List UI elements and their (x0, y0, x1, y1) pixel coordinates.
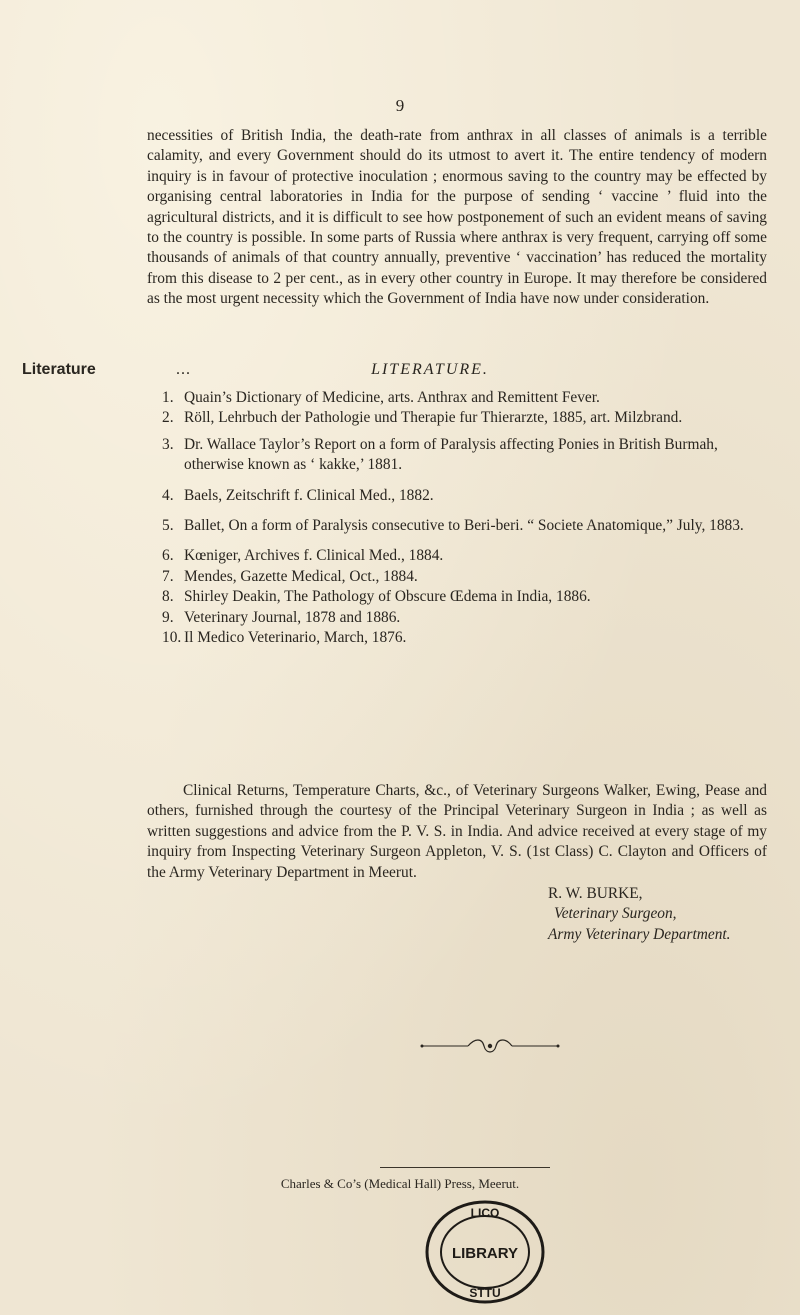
ornament-divider-icon (420, 1036, 560, 1056)
signature-department: Army Veterinary Department. (548, 925, 731, 943)
stamp-bottom-text: STTU (469, 1286, 501, 1300)
reference-item (162, 435, 772, 476)
reference-text: Kœniger, Archives f. Clinical Med., 1884. (184, 547, 444, 565)
reference-text: Mendes, Gazette Medical, Oct., 1884. (184, 567, 418, 585)
reference-item (162, 408, 772, 428)
reference-number: 2. (162, 409, 174, 427)
reference-number: 10. (162, 629, 182, 647)
stamp-center-text: LIBRARY (451, 1245, 519, 1262)
acknowledgement-paragraph: Clinical Returns, Temperature Charts, &c., of Veterinary Surgeons Walker, Ewing, Pease and others, furnished through the courtesy of the Principal Veterinary Surgeon in India ; as well as written suggestions and advice from the P. V. S. in India. And advice received at every stage of my inquiry from Inspecting Veterinary Surgeon Appleton, V. S. (1st Class) C. Clayton and Officers of the Army Veterinary Department in Meerut. (147, 782, 767, 881)
reference-number: 6. (162, 547, 174, 565)
reference-item (162, 608, 772, 628)
signature-name: R. W. BURKE, (548, 885, 643, 902)
reference-number: 4. (162, 486, 174, 504)
reference-item (162, 388, 772, 408)
reference-number: 7. (162, 567, 174, 585)
margin-note-literature: Literature (22, 361, 96, 378)
reference-text: Il Medico Veterinario, March, 1876. (184, 629, 407, 647)
body-paragraph: necessities of British India, the death-rate from anthrax in all classes of animals is a terrible calamity, and every Government should do its utmost to avert it. The entire tendency of modern inquiry is in favour of protective inoculation ; enormous saving to the country may be effected by organising central laboratories in India for the purpose of sending ‘ vaccine ’ fluid into the agricultural districts, and it is difficult to see how postponement of such an evident means of saving to the country is possible. In some parts of Russia where anthrax is very frequent, carrying off some thousands of animals of that country annually, preventive ‘ vaccination’ has reduced the mortality from this disease to 2 per cent., as in every other country in Europe. It may therefore be considered as the most urgent necessity which the Government of India have now under consideration. (147, 127, 767, 308)
reference-item (162, 567, 772, 587)
stamp-top-text: LICO (470, 1206, 500, 1220)
reference-text: Quain’s Dictionary of Medicine, arts. Anthrax and Remittent Fever. (184, 389, 600, 406)
reference-text: Shirley Deakin, The Pathology of Obscure Œdema in India, 1886. (184, 588, 591, 606)
library-stamp-icon (415, 1197, 555, 1307)
printer-imprint: Charles & Co’s (Medical Hall) Press, Meerut. (280, 1176, 520, 1191)
reference-text: Röll, Lehrbuch der Pathologie und Therapie fur Thierarzte, 1885, art. Milzbrand. (184, 409, 683, 427)
reference-number: 9. (162, 608, 174, 626)
page-number: 9 (395, 96, 405, 115)
reference-number: 8. (162, 588, 174, 606)
reference-text: Veterinary Journal, 1878 and 1886. (184, 608, 401, 626)
reference-text: Baels, Zeitschrift f. Clinical Med., 1882. (184, 486, 434, 504)
margin-leader-dots: ... (176, 361, 191, 378)
reference-text: Dr. Wallace Taylor’s Report on a form of Paralysis affecting Ponies in British Burmah, otherwise known as ‘ kakke,’ 1881. (184, 435, 718, 474)
reference-list (162, 388, 772, 648)
reference-item (162, 587, 772, 607)
reference-item (162, 486, 772, 506)
signature-block (548, 884, 731, 945)
reference-item (162, 516, 772, 536)
reference-number: 1. (162, 389, 174, 406)
printer-rule (380, 1167, 550, 1168)
reference-number: 5. (162, 517, 174, 535)
signature-title: Veterinary Surgeon, (554, 905, 677, 923)
reference-text: Ballet, On a form of Paralysis consecutive to Beri-beri. “ Societe Anatomique,” July, 1883. (184, 517, 744, 535)
reference-number: 3. (162, 435, 174, 453)
section-heading-literature: LITERATURE. (371, 361, 489, 378)
reference-item (162, 628, 772, 648)
reference-item (162, 546, 772, 566)
